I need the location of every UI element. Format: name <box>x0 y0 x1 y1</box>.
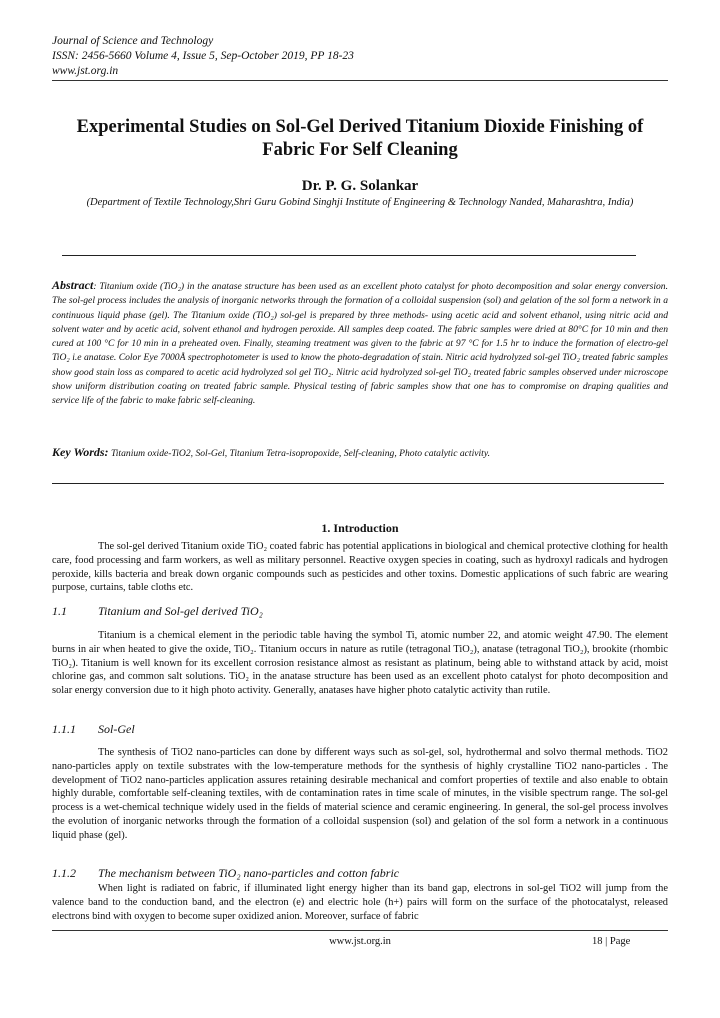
section-1-1-1-heading <box>52 722 135 737</box>
page-number: 18 | Page <box>592 936 631 947</box>
section-1-1-1-number: 1.1.1 <box>52 722 76 736</box>
abstract-label: Abstract <box>52 278 94 292</box>
journal-name: Journal of Science and Technology <box>52 35 214 47</box>
section-1-1-heading <box>52 604 263 619</box>
footer-divider <box>52 930 668 931</box>
section-1-1-1-paragraph <box>52 746 668 843</box>
section-1-1-number: 1.1 <box>52 604 67 618</box>
section-1-1-2-paragraph <box>52 882 668 923</box>
section-1-1-1-text: The synthesis of TiO2 nano-particles can done by different ways such as sol-gel, sol, hydrothermal and solvo thermal methods. TiO2 nano-particles apply on textile substrates with the low-temperature methods for the synthesis of highly crystalline TiO2 nano-particles . The development of TiO2 nano-particles application assures retaining desirable mechanical and comfort properties of textile and also enable to obtain highly durable, comfortable self-cleaning textiles, with de contamination rates in time scale of minutes, in the visible spectrum range. The sol-gel process is a wet-chemical technique widely used in the fields of material science and ceramic engineering. In general, the sol-gel process involves the evolution of inorganic networks through the formation of a colloidal suspension (sol) and gelation of the sol form a network in a continuous liquid phase (gel). <box>52 747 668 841</box>
paper-title: Experimental Studies on Sol-Gel Derived Titanium Dioxide Finishing of Fabric For Self Cleaning <box>76 117 644 160</box>
section-1-1-2-heading <box>52 866 399 881</box>
section-1-1-2-number: 1.1.2 <box>52 866 76 880</box>
keywords-label: Key Words: <box>52 445 109 459</box>
section-1-1-text: Titanium is a chemical element in the periodic table having the symbol Ti, atomic number 22, and atomic weight 47.90. The element burns in air when heated to give the oxide, TiO₂. Titanium occurs in nature as rutile (tetragonal TiO₂), anatase (tetragonal TiO₂), brookite (rhombic TiO₂). Titanium is well known for its excellent corrosion resistance almost as resistant as platinum, being able to withstand attack by acid, moist chlorine gas, and common salt solutions. TiO₂ in the anatase structure has been used as an excellent photo catalyst for photo decomposition and solar energy conversion due to it high photo activity. Generally, anatases have higher photo catalytic activity than rutile. <box>52 630 668 697</box>
issn-line: ISSN: 2456-5660 Volume 4, Issue 5, Sep-October 2019, PP 18-23 <box>52 50 354 62</box>
footer-url[interactable]: www.jst.org.in <box>329 936 391 947</box>
section-1-1-2-text: When light is radiated on fabric, if illuminated light energy higher than its band gap, electrons in sol-gel TiO2 will jump from the valence band to the conduction band, and the electron (e) and electric hole (h+) pairs will form on the surface of the photocatalyst, released electrons bind with oxygen to become super oxidized anion. Moreover, surface of fabric <box>52 883 668 922</box>
author-affiliation: (Department of Textile Technology,Shri Guru Gobind Singhji Institute of Engineering & Technology Nanded, Maharashtra, India) <box>86 197 634 208</box>
section-1-1-paragraph <box>52 629 668 698</box>
introduction-paragraph <box>52 540 668 595</box>
introduction-text: The sol-gel derived Titanium oxide TiO₂ coated fabric has potential applications in biological and chemical protective clothing for health care, food processing and farm workers, as well as military personnel. Reactive oxygen species in coating, such as hydroxyl radicals and hydrogen peroxide, kills bacteria and break down organic compounds such as pesticides and other toxins. Domestic applications of such fabric are wearing purpose, curtains, table cloths etc. <box>52 541 668 594</box>
running-header <box>52 34 668 79</box>
keywords <box>52 445 668 460</box>
abstract <box>52 278 668 409</box>
header-url[interactable]: www.jst.org.in <box>52 65 119 77</box>
title-divider <box>62 255 636 256</box>
section-1-1-1-title: Sol-Gel <box>98 722 135 736</box>
abstract-divider <box>52 483 664 484</box>
author-name: Dr. P. G. Solankar <box>301 178 419 194</box>
section-1-1-2-title: The mechanism between TiO₂ nano-particles and cotton fabric <box>98 866 400 880</box>
header-divider <box>52 80 668 81</box>
introduction-heading: 1. Introduction <box>321 521 399 535</box>
section-1-1-title: Titanium and Sol-gel derived TiO₂ <box>98 604 263 618</box>
keywords-text: Titanium oxide-TiO2, Sol-Gel, Titanium Tetra-isopropoxide, Self-cleaning, Photo catalytic activity. <box>108 448 490 459</box>
abstract-text: : Titanium oxide (TiO₂) in the anatase structure has been used as an excellent photo catalyst for photo decomposition and solar energy conversion. The sol-gel process includes the analysis of inorganic networks through the formation of a colloidal suspension (sol) and gelation of the sol form a network in a continuous liquid phase (gel). The Titanium oxide (TiO₂) sol-gel is prepared by three methods- using acetic acid and solvent ethanol, using nitric acid and solvent water and by acetic acid, solvent ethanol and hydrogen peroxide. All samples deep coated. The fabric samples were dried at 80°C for 10 min and then cured at 100 °C for 10 min in a preheated oven. Finally, steaming treatment was given to the fabric at 97 °C for 1.5 hr to induce the formation of electro-gel TiO₂ i.e anatase. Color Eye 7000Å spectrophotometer is used to know the photo-degradation of stain. Nitric acid hydrolyzed sol-gel TiO₂ treated fabric samples show good stain loss as compared to acetic acid hydrolyzed sol gel TiO₂. Nitric acid hydrolyzed sol-gel TiO₂ treated fabric samples observed under microscope show uniform distribution coating on treated fabric sample. Physical testing of fabric samples show that one has to compromise on draping qualities and service life of the fabric to make fabric self-cleaning. <box>52 281 668 407</box>
